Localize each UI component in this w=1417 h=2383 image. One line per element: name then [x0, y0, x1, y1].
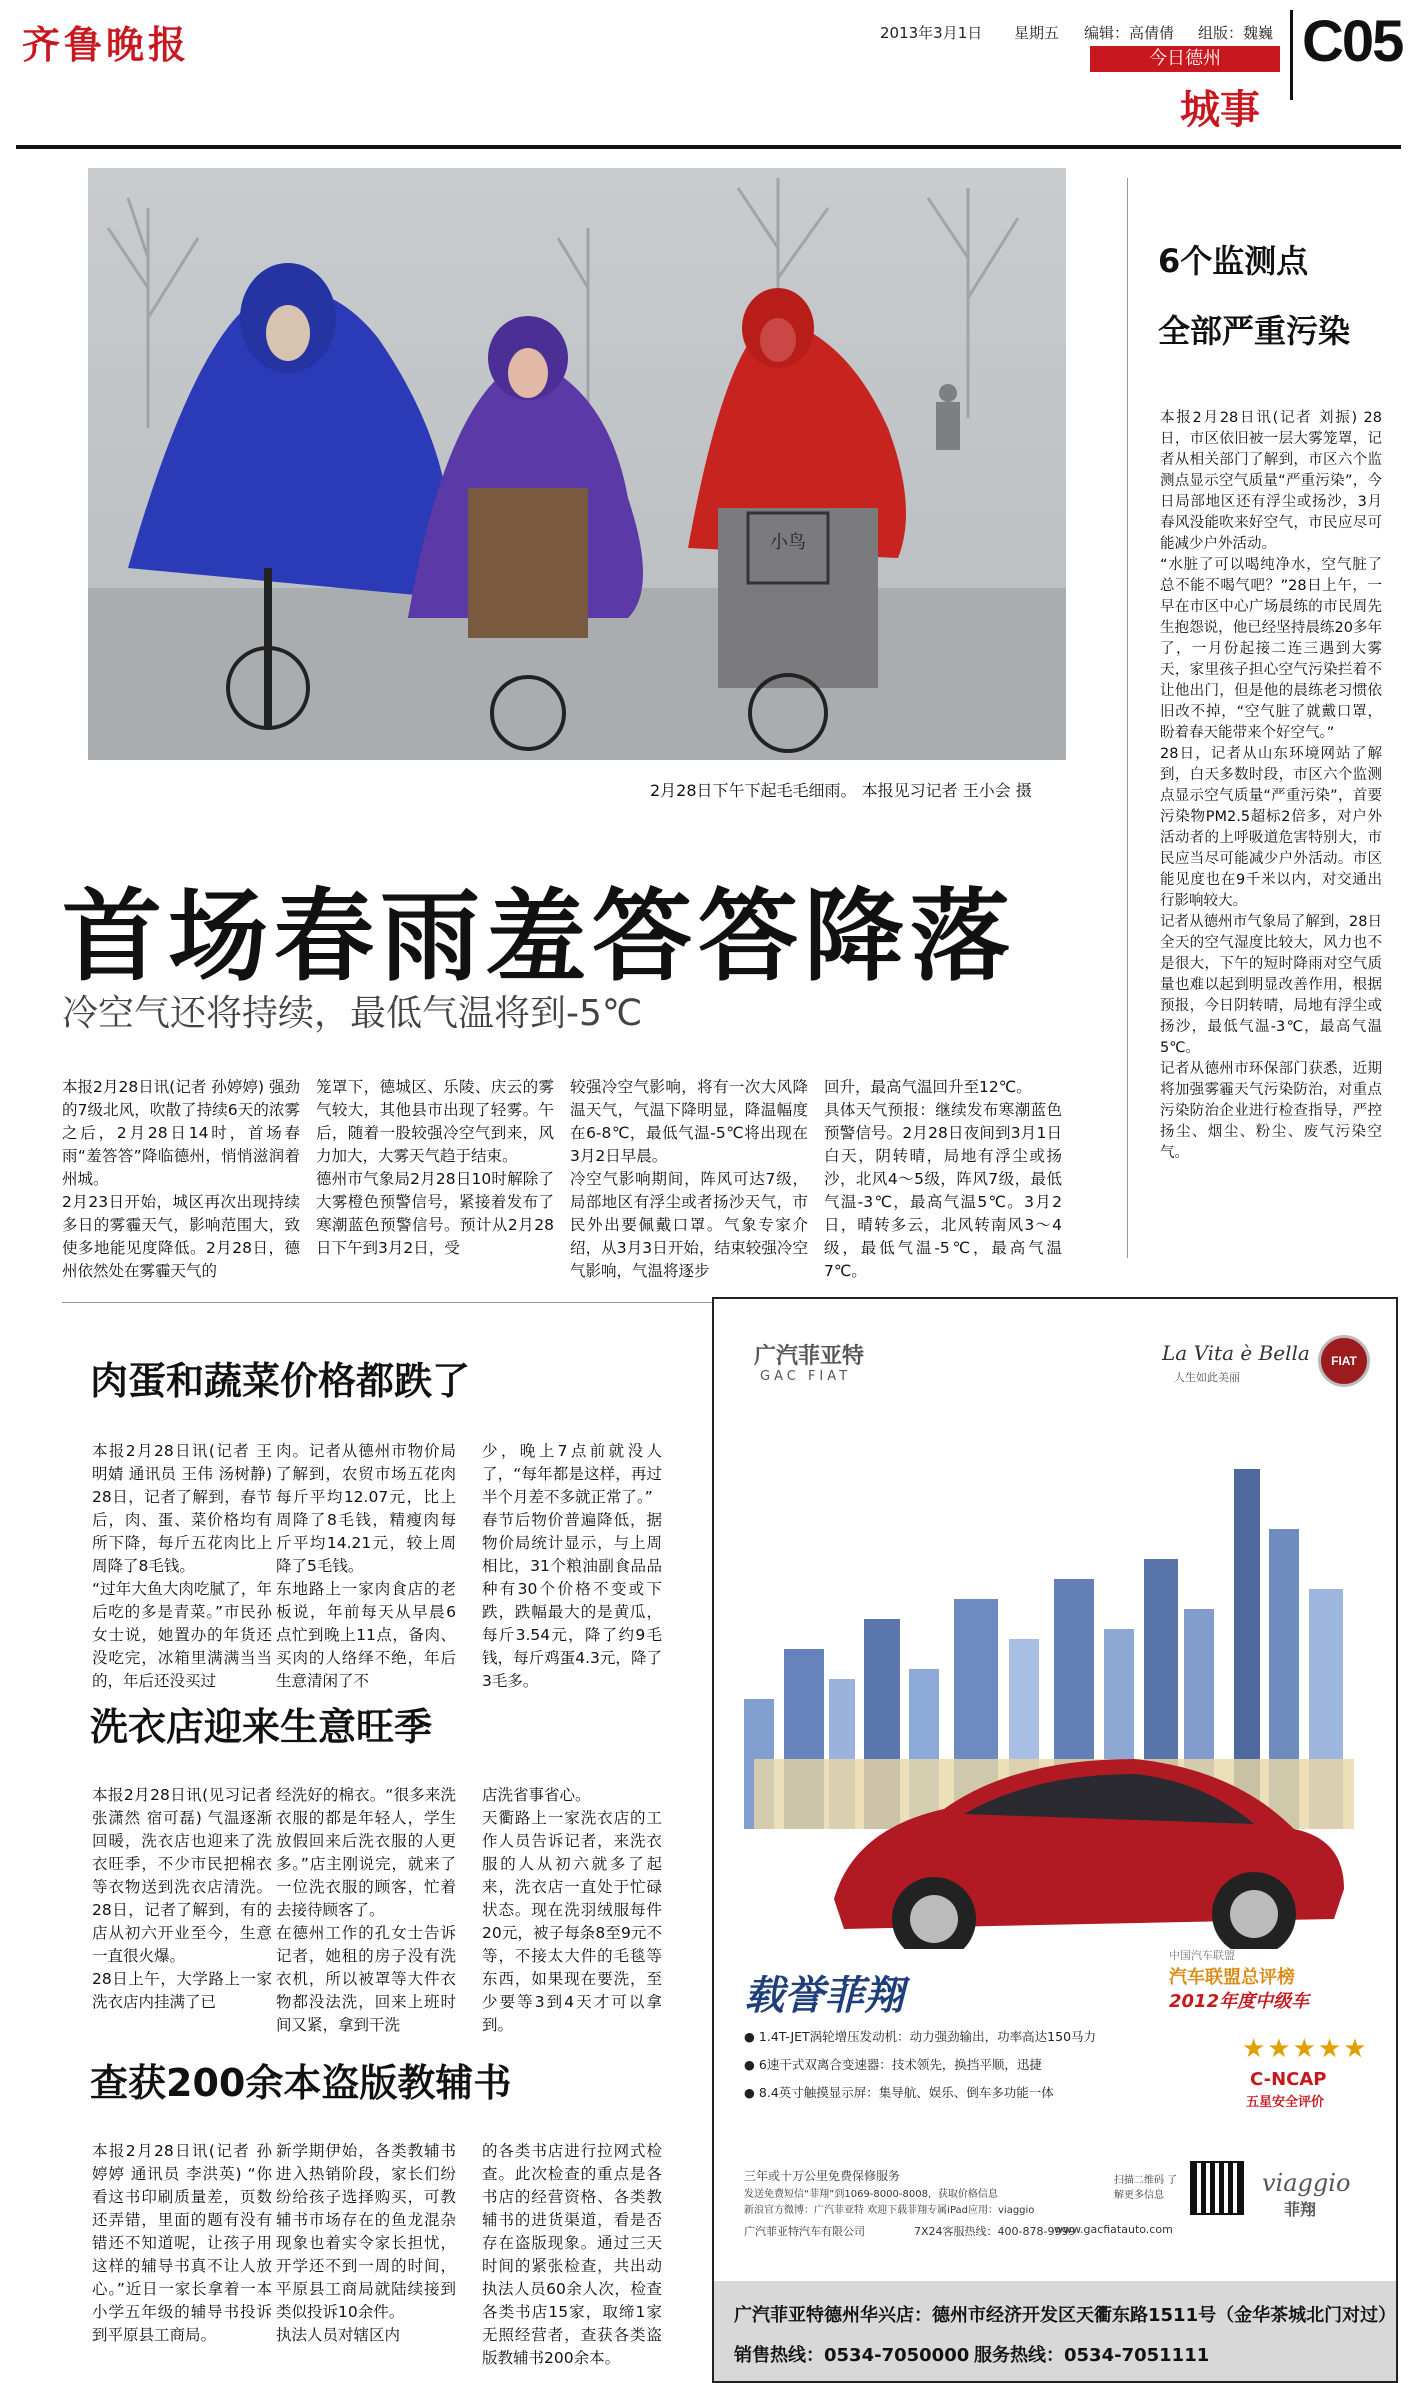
ad-slogan-cn: 人生如此美丽 — [1174, 1371, 1240, 1384]
dealer-footer — [714, 2281, 1396, 2381]
designer-credit: 组版：魏巍 — [1198, 24, 1274, 42]
sales-hotline: 销售热线：0534-7050000 — [734, 2345, 970, 2366]
cyclists-in-rain-illustration — [88, 168, 1066, 760]
ad-hotline: 7X24客服热线：400-878-9999 — [914, 2225, 1076, 2238]
award-line-3: 2012年度中级车 — [1169, 1991, 1310, 2012]
fiat-logo-icon: FIAT — [1318, 1335, 1370, 1387]
ncap-label: C-NCAP — [1250, 2069, 1327, 2090]
basket-sign: 小鸟 — [770, 532, 806, 553]
ad-brand-en: GAC FIAT — [760, 1369, 852, 1384]
qr-label: 扫描二维码 了解更多信息 — [1114, 2175, 1178, 2201]
feature-item: ● 1.4T-JET涡轮增压发动机：动力强劲输出，功率高达150马力 — [744, 2029, 1097, 2044]
feature-item: ● 8.4英寸触摸显示屏：集导航、娱乐、倒车多功能一体 — [744, 2085, 1054, 2100]
dealer-address: 广汽菲亚特德州华兴店：德州市经济开发区天衢东路1511号（金华茶城北门对过） — [734, 2305, 1397, 2326]
ad-slogan: La Vita è Bella — [1162, 1341, 1310, 1365]
ncap-subtitle: 五星安全评价 — [1246, 2095, 1325, 2110]
qr-code-icon — [1190, 2161, 1244, 2215]
main-subheadline: 冷空气还将持续，最低气温将到-5℃ — [62, 993, 643, 1034]
main-headline: 首场春雨羞答答降落 — [62, 878, 1016, 995]
story3-col-2: 经洗好的棉衣。“很多来洗衣服的都是年轻人，学生放假回来后洗衣服的人更多。”店主刚说完，就来了一位洗衣服的顾客，忙着去接待顾客了。 在德州工作的孔女士告诉记者，她租的房子没有洗衣机，所以被罩等大件衣物都没法洗，回来上班时间又紧，拿到干洗 — [276, 1786, 456, 2034]
car-advertisement — [712, 1297, 1398, 2383]
story4-col-2: 新学期伊始，各类教辅书进入热销阶段，家长们纷纷给孩子选择购买，可教辅书市场存在的鱼龙混杂现象也着实令家长担忧，开学还不到一周的时间，平原县工商局就陆续接到类似投诉10余件。 执法人员对辖区内 — [276, 2142, 456, 2344]
ad-model-name: 载誉菲翔 — [744, 1973, 904, 2019]
award-line-2: 汽车联盟总评榜 — [1169, 1967, 1295, 1988]
story4-col-3: 的各类书店进行拉网式检查。此次检查的重点是各书店的经营资格、各类教辅书的进货渠道，看是否存在盗版现象。通过三天时间的紧张检查，共出动执法人员60余人次，检查各类书店15家，取缔1家无照经营者，查获各类盗版教辅书200余本。 — [482, 2142, 662, 2367]
issue-date: 2013年3月1日 — [880, 24, 983, 42]
ad-company: 广汽菲亚特汽车有限公司 — [744, 2225, 865, 2238]
story4-col-1: 本报2月28日讯(记者 孙婷婷 通讯员 李洪英) “你看这书印刷质量差，页数还弄错，里面的题有没有错还不知道呢，让孩子用这样的辅导书真不让人放心。”近日一家长拿着一本小学五年级的辅导书投诉到平原县工商局。 — [92, 2142, 272, 2344]
feature-item: ● 6速干式双离合变速器：技术领先，换挡平顺，迅捷 — [744, 2057, 1042, 2072]
edition-number: C05 — [1302, 9, 1403, 74]
sidebar-body: 本报2月28日讯(记者 刘振) 28日，市区依旧被一层大雾笼罩，记者从相关部门了解到，市区六个监测点显示空气质量“严重污染”，今日局部地区还有浮尘或扬沙，3月春风没能吹来好空气，市民应尽可能减少户外活动。 “水脏了可以喝纯净水，空气脏了总不能不喝气吧？”28日上午，一早在市区中心广场晨练的市民周先生抱怨说，他已经坚持晨练20多年了，一月份起接二连三遇到大雾天，家里孩子担心空气污染拦着不让他出门，但是他的晨练老习惯依旧改不掉，“空气脏了就戴口罩，盼着春天能带来个好空气。” 28日，记者从山东环境网站了解到，白天多数时段，市区六个监测点显示空气质量“严重污染”，首要污染物PM2.5超标2倍多，对户外活动者的上呼吸道危害特别大，市民应当尽可能减少户外活动。市区能见度也在9千米以内，对交通出行影响较大。 记者从德州市气象局了解到，28日全天的空气湿度比较大，风力也不是很大，下午的短时降雨对空气质量也难以起到明显改善作用，根据预报，今日阴转晴，局地有浮尘或扬沙，最低气温-3℃，最高气温5℃。 记者从德州市环保部门获悉，近期将加强雾霾天气污染防治，对重点污染防治企业进行检查指导，严控扬尘、烟尘、粉尘、废气污染空气。 — [1160, 410, 1382, 1161]
header-divider — [1290, 10, 1293, 100]
section-tag: 今日德州 — [1090, 46, 1280, 72]
story2-col-3: 少，晚上7点前就没人了，“每年都是这样，再过半个月差不多就正常了。” 春节后物价普遍降低，据物价局统计显示，与上周相比，31个粮油副食品品种有30个价格不变或下跌，跌幅最大的是黄瓜，每斤3.54元，降了约9毛钱，每斤鸡蛋4.3元，降了3毛多。 — [482, 1442, 662, 1690]
header-rule — [16, 145, 1401, 149]
ad-fine-print-1: 三年或十万公里免费保修服务 — [744, 2169, 901, 2183]
story4-title: 查获200余本盗版教辅书 — [90, 2061, 512, 2105]
star-rating-icons: ★★★★★ — [1242, 2034, 1369, 2064]
rain-photo — [88, 168, 1066, 760]
award-line-1: 中国汽车联盟 — [1169, 1949, 1235, 1962]
feature-list — [744, 2027, 1184, 2101]
sidebar-divider — [1127, 178, 1128, 1258]
section-divider — [62, 1302, 712, 1303]
photo-caption: 2月28日下午下起毛毛细雨。 本报见习记者 王小会 摄 — [650, 781, 1032, 800]
ad-fine-print-3: 新浪官方微博：广汽菲亚特 欢迎下载菲翔专属iPad应用：viaggio — [744, 2205, 1035, 2216]
story3-col-1: 本报2月28日讯(见习记者 张潇然 宿可磊) 气温逐渐回暖，洗衣店也迎来了洗衣旺季，不少市民把棉衣等衣物送到洗衣店清洗。28日，记者了解到，有的店从初六开业至今，生意一直很火爆。 28日上午，大学路上一家洗衣店内挂满了已 — [92, 1786, 272, 2011]
editor-credit: 编辑：高倩倩 — [1084, 24, 1175, 42]
sidebar-title-line1: 6个监测点 — [1158, 242, 1309, 280]
main-story-col-4: 回升，最高气温回升至12℃。 具体天气预报：继续发布寒潮蓝色预警信号。2月28日夜间到3月1日白天，阴转晴，局地有浮尘或扬沙，北风4～5级，阵风7级，最低气温-3℃，最高气温5℃。3月2日，晴转多云，北风转南风3～4级，最低气温-5℃，最高气温7℃。 — [824, 1078, 1062, 1280]
story2-col-1: 本报2月28日讯(记者 王明婧 通讯员 王伟 汤树静) 28日，记者了解到，春节后，肉、蛋、菜价格均有所下降，每斤五花肉比上周降了8毛钱。 “过年大鱼大肉吃腻了，年后吃的多是青菜。”市民孙女士说，她置办的年货还没吃完，冰箱里满满当当的，年后还没买过 — [92, 1442, 272, 1690]
story3-title: 洗衣店迎来生意旺季 — [90, 1705, 433, 1749]
story2-title: 肉蛋和蔬菜价格都跌了 — [90, 1359, 471, 1403]
ad-brand-cn: 广汽菲亚特 — [754, 1344, 865, 1369]
issue-weekday: 星期五 — [1014, 24, 1060, 42]
ad-fine-print-2: 发送免费短信“菲翔”到1069-8000-8008，获取价格信息 — [744, 2189, 998, 2200]
viaggio-cn: 菲翔 — [1284, 2200, 1317, 2219]
story2-col-2: 肉。记者从德州市物价局了解到，农贸市场五花肉每斤平均12.07元，比上周降了8毛钱，精瘦肉每斤平均14.21元，较上周降了5毛钱。 东地路上一家肉食店的老板说，年前每天从早晨6点忙到晚上11点，备肉、买肉的人络绎不绝，年后生意清闲了不 — [276, 1442, 456, 1690]
sidebar-title-line2: 全部严重污染 — [1158, 312, 1351, 350]
main-story-col-2: 笼罩下，德城区、乐陵、庆云的雾气较大，其他县市出现了轻雾。午后，随着一股较强冷空气到来，风力加大，大雾天气趋于结束。 德州市气象局2月28日10时解除了大雾橙色预警信号，紧接着发布了寒潮蓝色预警信号。预计从2月28日下午到3月2日，受 — [316, 1078, 554, 1257]
newspaper-logo: 齐鲁晚报 — [22, 22, 191, 67]
service-hotline: 服务热线：0534-7051111 — [974, 2345, 1210, 2366]
ad-website: www.gacfiatauto.com — [1054, 2223, 1173, 2236]
main-story-col-1: 本报2月28日讯(记者 孙婷婷) 强劲的7级北风，吹散了持续6天的浓雾之后，2月28日14时，首场春雨“羞答答”降临德州，悄悄滋润着州城。 2月23日开始，城区再次出现持续多日的雾霾天气，影响范围大，致使多地能见度降低。2月28日，德州依然处在雾霾天气的 — [62, 1078, 300, 1280]
main-story-col-3: 较强冷空气影响，将有一次大风降温天气，气温下降明显，降温幅度在6-8℃，最低气温-5℃将出现在3月2日早晨。 冷空气影响期间，阵风可达7级，局部地区有浮尘或者扬沙天气，市民外出要佩戴口罩。气象专家介绍，从3月3日开始，结束较强冷空气影响，气温将逐步 — [570, 1078, 808, 1280]
city-skyline-and-car-illustration — [714, 1429, 1396, 1949]
viaggio-logo: viaggio — [1262, 2169, 1351, 2197]
section-title: 城事 — [1180, 87, 1260, 133]
story3-col-3: 店洗省事省心。 天衢路上一家洗衣店的工作人员告诉记者，来洗衣服的人从初六就多了起来，洗衣店一直处于忙碌状态。现在洗羽绒服每件20元，被子每条8至9元不等，不接太大件的毛毯等东西，如果现在要洗，至少要等3到4天才可以拿到。 — [482, 1786, 662, 2034]
